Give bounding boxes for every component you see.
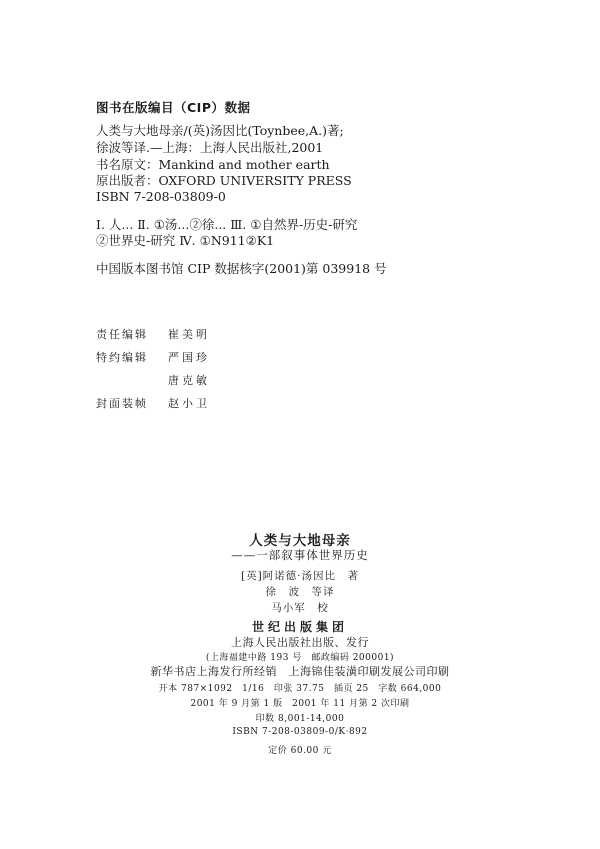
colophon-author: [英]阿诺德·汤因比 著: [240, 570, 360, 582]
colophon-price: 定价 60.00 元: [268, 746, 332, 756]
colophon-address: (上海福建中路 193 号 邮政编码 200001): [205, 653, 395, 663]
colophon-editions: 2001 年 9 月第 1 版 2001 年 11 月第 2 次印刷: [190, 699, 410, 709]
staff-name-cover-design: 赵小卫: [168, 397, 210, 410]
cip-line-original-publisher: 原出版者：OXFORD UNIVERSITY PRESS: [96, 173, 352, 188]
staff-name-special-editor-2: 唐克敏: [168, 374, 210, 387]
colophon-print-run: 印数 8,001-14,000: [255, 714, 345, 724]
staff-name-responsible-editor: 崔美明: [168, 328, 210, 341]
staff-name-special-editor-1: 严国珍: [168, 351, 210, 364]
colophon-translator: 徐 波 等译: [265, 586, 335, 598]
colophon-title: 人类与大地母亲: [249, 533, 351, 549]
colophon-proofreader: 马小军 校: [271, 602, 329, 614]
colophon-specs: 开本 787×1092 1/16 印张 37.75 插页 25 字数 664,000: [158, 684, 442, 694]
staff-role-special-editor: 特约编辑: [96, 351, 148, 364]
colophon-distribution: 新华书店上海发行所经销 上海锦佳装潢印刷发展公司印刷: [150, 665, 450, 678]
cip-line-subjects-2: ②世界史-研究 Ⅳ. ①N911②K1: [96, 233, 275, 248]
cip-line-isbn: ISBN 7-208-03809-0: [96, 189, 226, 204]
colophon-publishing-group: 世纪出版集团: [251, 620, 348, 634]
cip-line-translator-publisher: 徐波等译.—上海：上海人民出版社,2001: [96, 140, 324, 155]
cip-line-title-author: 人类与大地母亲/(英)汤因比(Toynbee,A.)著;: [96, 123, 344, 138]
colophon-isbn: ISBN 7-208-03809-0/K·892: [232, 727, 368, 737]
cip-line-catalog-number: 中国版本图书馆 CIP 数据核字(2001)第 039918 号: [96, 261, 387, 276]
cip-line-subjects-1: Ⅰ. 人... Ⅱ. ①汤...②徐... Ⅲ. ①自然界-历史-研究: [96, 217, 358, 232]
staff-role-cover-design: 封面装帧: [96, 397, 148, 410]
staff-role-responsible-editor: 责任编辑: [96, 328, 148, 341]
colophon-publisher: 上海人民出版社出版、发行: [231, 636, 369, 649]
cip-line-original-title: 书名原文：Mankind and mother earth: [96, 157, 330, 172]
cip-heading: 图书在版编目（CIP）数据: [96, 100, 251, 115]
colophon-subtitle: ——一部叙事体世界历史: [231, 548, 369, 562]
